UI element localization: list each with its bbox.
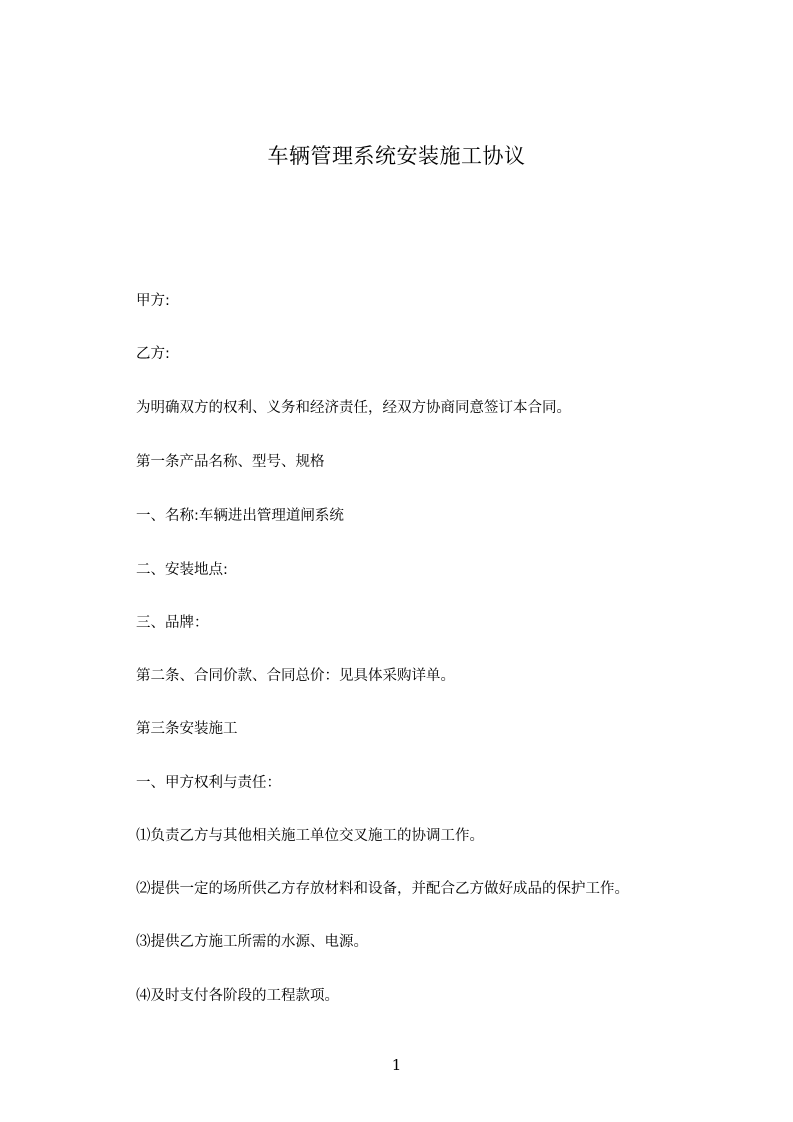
party-a-line: 甲方:	[136, 293, 170, 309]
article-1-heading: 第一条产品名称、型号、规格	[136, 454, 325, 470]
article-3-heading: 第三条安装施工	[136, 721, 238, 737]
install-location-line: 二、安装地点:	[136, 562, 228, 578]
duty-item-3: ⑶提供乙方施工所需的水源、电源。	[136, 934, 368, 950]
duty-item-4: ⑷及时支付各阶段的工程款项。	[136, 988, 339, 1004]
duty-item-2: ⑵提供一定的场所供乙方存放材料和设备，并配合乙方做好成品的保护工作。	[136, 881, 629, 897]
page-number: 1	[391, 1056, 402, 1074]
article-2-heading: 第二条、合同价款、合同总价：见具体采购详单。	[136, 668, 455, 684]
document-title: 车辆管理系统安装施工协议	[267, 144, 526, 168]
brand-line: 三、品牌：	[136, 615, 209, 631]
preamble-paragraph: 为明确双方的权利、义务和经济责任，经双方协商同意签订本合同。	[136, 400, 571, 416]
party-a-duties-heading: 一、甲方权利与责任：	[136, 775, 281, 791]
product-name-line: 一、名称:车辆进出管理道闸系统	[136, 508, 344, 524]
party-b-line: 乙方:	[136, 346, 170, 362]
duty-item-1: ⑴负责乙方与其他相关施工单位交叉施工的协调工作。	[136, 828, 484, 844]
